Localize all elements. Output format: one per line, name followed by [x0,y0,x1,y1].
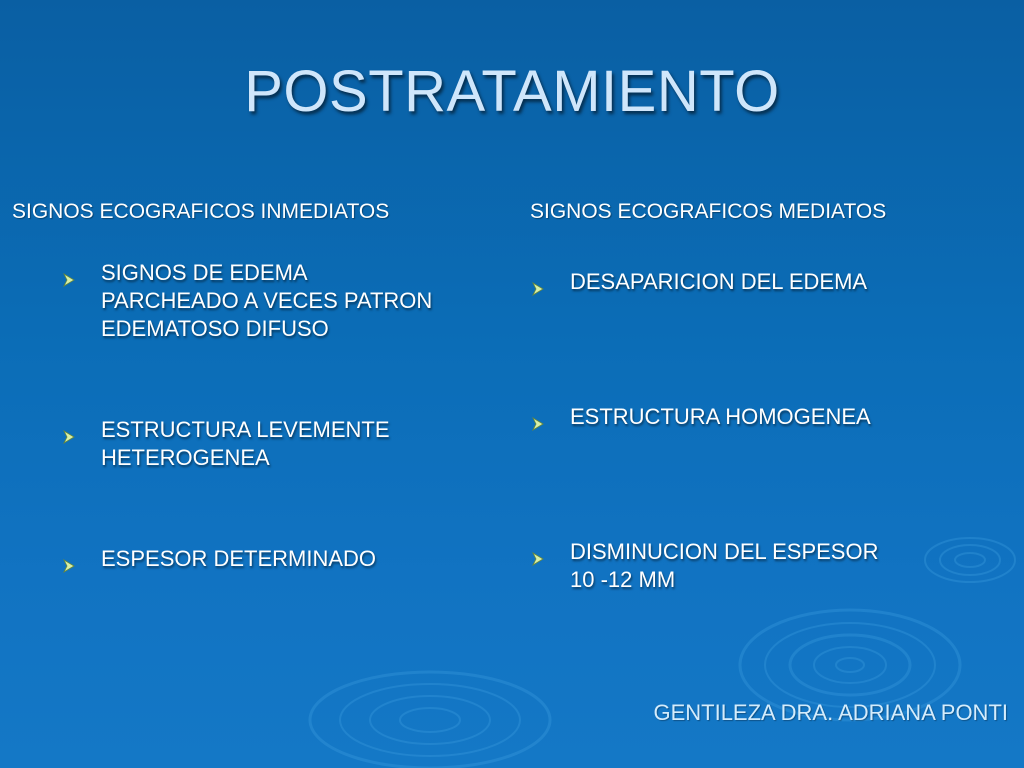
left-bullet-text: SIGNOS DE EDEMA PARCHEADO A VECES PATRON EDEMATOSO DIFUSO [101,260,433,341]
right-bullet-item [532,403,972,438]
arrow-bullet-icon [63,259,101,294]
arrow-bullet-icon [532,268,570,303]
right-bullet-text: DISMINUCION DEL ESPESOR 10 -12 MM [570,539,879,592]
left-bullet-item [63,545,503,580]
slide-title: POSTRATAMIENTO [244,59,780,124]
right-bullet-text: DESAPARICION DEL EDEMA [570,269,868,294]
left-bullet-item [63,259,503,343]
credit-text: GENTILEZA DRA. ADRIANA PONTI [653,700,1008,725]
left-bullet-text: ESPESOR DETERMINADO [101,546,377,571]
left-bullet-item [63,416,503,472]
left-bullet-text: ESTRUCTURA LEVEMENTE HETEROGENEA [101,417,390,470]
right-column-heading: SIGNOS ECOGRAFICOS MEDIATOS [530,200,887,223]
arrow-bullet-icon [63,545,101,580]
arrow-bullet-icon [532,538,570,573]
right-bullet-text: ESTRUCTURA HOMOGENEA [570,404,871,429]
arrow-bullet-icon [532,403,570,438]
left-column-heading: SIGNOS ECOGRAFICOS INMEDIATOS [12,200,390,223]
arrow-bullet-icon [63,416,101,451]
right-bullet-item [532,268,972,303]
right-bullet-item [532,538,972,594]
